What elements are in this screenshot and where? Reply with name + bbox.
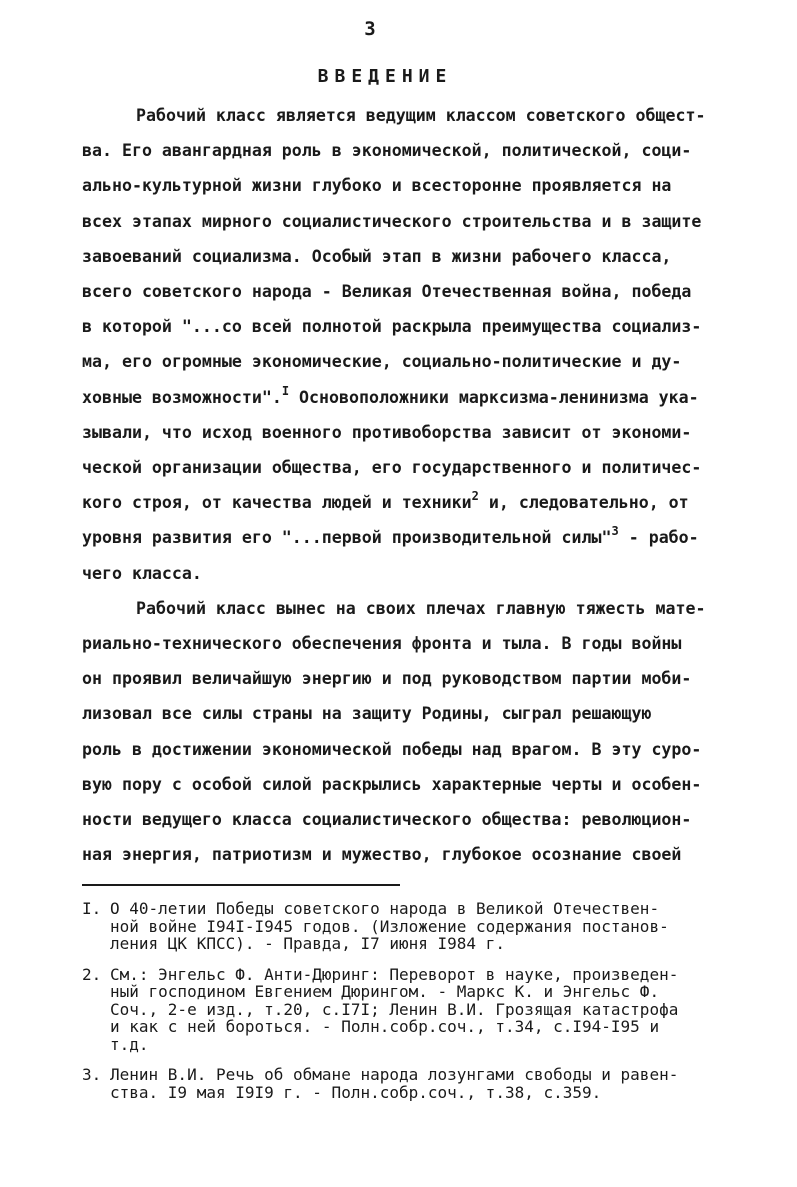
footnote-line: Ленин В.И. Речь об обмане народа лозунгами свободы и равен- (110, 1066, 679, 1084)
text-line: ности ведущего класса социалистического общества: революцион- (82, 810, 692, 830)
footnote-line: Соч., 2-е изд., т.20, с.I7I; Ленин В.И. Грозящая катастрофа (110, 1000, 679, 1018)
text-line: риально-технического обеспечения фронта и тыла. В годы войны (82, 634, 682, 654)
footnote-2 (82, 966, 772, 1054)
text-span: кого строя, от качества людей и техники (82, 493, 472, 513)
page-number: 3 (364, 18, 376, 40)
text-line: ческой организации общества, его государственного и политичес- (82, 458, 702, 478)
footnote-number: 3. (82, 1065, 102, 1084)
text-line: зывали, что исход военного противоборства зависит от экономи- (82, 422, 692, 442)
footnote-line: и как с ней бороться. - Полн.собр.соч., т.34, с.I94-I95 и (110, 1018, 660, 1036)
text-line: ально-культурной жизни глубоко и всесторонне проявляется на (82, 176, 672, 196)
footnote-line: См.: Энгельс Ф. Анти-Дюринг: Переворот в науке, произведен- (110, 965, 679, 983)
footnote-line: ный господином Евгением Дюрингом. - Маркс К. и Энгельс Ф. (110, 983, 660, 1001)
text-line (82, 520, 762, 555)
text-line: он проявил величайшую энергию и под руководством партии моби- (82, 669, 692, 689)
text-line: всего советского народа - Великая Отечественная война, победа (82, 282, 692, 302)
page-title: ВВЕДЕНИЕ (317, 66, 453, 87)
text-span: - рабо- (618, 528, 699, 548)
footnote-number: 2. (82, 964, 102, 984)
text-span: Основоположники марксизма-ленинизма ука- (289, 387, 699, 407)
footnote-ref-3[interactable]: 3 (611, 524, 619, 539)
footnote-body (110, 900, 669, 953)
text-line: роль в достижении экономической победы над врагом. В эту суро- (82, 739, 702, 759)
text-span: и, следовательно, от (478, 493, 689, 513)
text-line: лизовал все силы страны на защиту Родины, сыграл решающую (82, 704, 652, 724)
text-line: ва. Его авангардная роль в экономической, политической, соци- (82, 141, 692, 161)
footnote-ref-1[interactable]: I (281, 383, 290, 398)
text-line: Рабочий класс вынес на своих плечах главную тяжесть мате- (136, 598, 706, 618)
text-span: уровня развития его "...первой производительной силы" (82, 528, 612, 548)
footnote-line: ления ЦК КПСС). - Правда, I7 июня I984 г. (110, 935, 505, 953)
footnotes (82, 900, 772, 1114)
text-line: ма, его огромные экономические, социально-политические и ду- (82, 352, 682, 372)
footnote-number: I. (82, 899, 102, 918)
footnote-line: О 40-летии Победы советского народа в Великой Отечествен- (110, 900, 660, 918)
footnote-line: ства. I9 мая I9I9 г. - Полн.собр.соч., т.38, с.359. (110, 1083, 602, 1101)
text-line: всех этапах мирного социалистического строительства и в защите (82, 211, 702, 231)
footnote-line: т.д. (110, 1035, 149, 1053)
footnote-separator (82, 884, 400, 886)
text-line: в которой "...со всей полнотой раскрыла преимущества социализ- (82, 317, 702, 337)
text-line (82, 485, 762, 520)
text-line: чего класса. (82, 563, 202, 583)
text-line: Рабочий класс является ведущим классом советского общест- (136, 106, 706, 125)
text-line (82, 380, 762, 415)
footnote-1 (82, 900, 772, 953)
footnote-ref-2[interactable]: 2 (471, 489, 479, 504)
footnote-line: ной войне I94I-I945 годов. (Изложение содержания постанов- (110, 917, 669, 935)
text-line: вую пору с особой силой раскрылись характерные черты и особен- (82, 774, 702, 794)
text-line: ная энергия, патриотизм и мужество, глубокое осознание своей (82, 845, 682, 865)
text-line: завоеваний социализма. Особый этап в жизни рабочего класса, (82, 246, 672, 266)
footnote-body (110, 966, 678, 1054)
footnote-3 (82, 1066, 772, 1101)
footnote-body (110, 1066, 678, 1101)
main-text (82, 98, 762, 872)
text-span: ховные возможности". (82, 387, 282, 407)
